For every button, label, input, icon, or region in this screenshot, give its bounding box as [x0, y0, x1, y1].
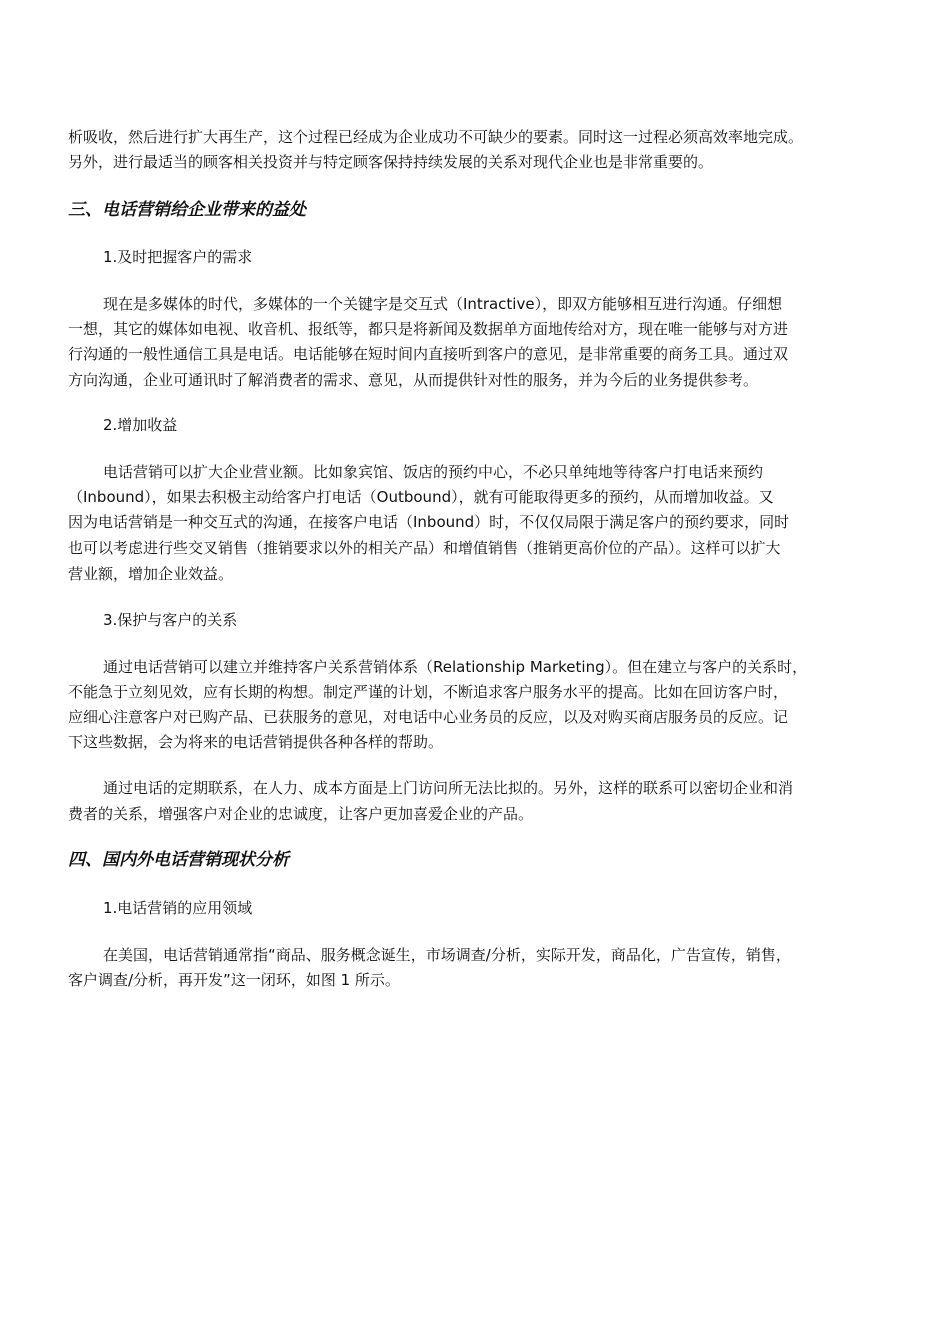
paragraph-line: 不能急于立刻见效，应有长期的构想。制定严谨的计划，不断追求客户服务水平的提高。比如在回访客户时， — [68, 683, 789, 701]
intro-line: 另外，进行最适当的顾客相关投资并与特定顾客保持持续发展的关系对现代企业也是非常重要的。 — [68, 153, 714, 171]
paragraph-line: 现在是多媒体的时代，多媒体的一个关键字是交互式（Intractive），即双方能够相互进行沟通。仔细想 — [103, 295, 783, 313]
subheading: 3.保护与客户的关系 — [103, 611, 238, 629]
paragraph-line: 也可以考虑进行些交叉销售（推销要求以外的相关产品）和增值销售（推销更高价位的产品）。这样可以扩大 — [68, 539, 781, 557]
paragraph-line: 电话营销可以扩大企业营业额。比如象宾馆、饭店的预约中心，不必只单纯地等待客户打电话来预约 — [103, 463, 764, 481]
paragraph-line: 费者的关系，增强客户对企业的忠诚度，让客户更加喜爱企业的产品。 — [68, 805, 534, 823]
paragraph-line: 行沟通的一般性通信工具是电话。电话能够在短时间内直接听到客户的意见，是非常重要的商务工具。通过双 — [68, 345, 789, 363]
intro-line: 析吸收，然后进行扩大再生产，这个过程已经成为企业成功不可缺少的要素。同时这一过程必须高效率地完成。 — [68, 128, 804, 146]
paragraph-line: （Inbound），如果去积极主动给客户打电话（Outbound），就有可能取得更多的预约，从而增加收益。又 — [68, 488, 774, 506]
section-heading: 三、电话营销给企业带来的益处 — [68, 200, 306, 220]
section-heading: 四、国内外电话营销现状分析 — [68, 850, 289, 870]
subheading: 2.增加收益 — [103, 416, 178, 434]
paragraph-line: 通过电话的定期联系，在人力、成本方面是上门访问所无法比拟的。另外，这样的联系可以密切企业和消 — [103, 779, 794, 797]
paragraph-line: 应细心注意客户对已购产品、已获服务的意见，对电话中心业务员的反应，以及对购买商店服务员的反应。记 — [68, 708, 789, 726]
subheading: 1.电话营销的应用领域 — [103, 899, 253, 917]
paragraph-line: 客户调查/分析，再开发”这一闭环，如图 1 所示。 — [68, 971, 400, 989]
paragraph-line: 因为电话营销是一种交互式的沟通，在接客户电话（Inbound）时，不仅仅局限于满足客户的预约要求，同时 — [68, 513, 790, 531]
paragraph-line: 一想，其它的媒体如电视、收音机、报纸等，都只是将新闻及数据单方面地传给对方，现在唯一能够与对方进 — [68, 320, 789, 338]
paragraph-line: 下这些数据，会为将来的电话营销提供各种各样的帮助。 — [68, 733, 444, 751]
paragraph-line: 通过电话营销可以建立并维持客户关系营销体系（Relationship Marketing）。但在建立与客户的关系时， — [103, 658, 808, 676]
subheading: 1.及时把握客户的需求 — [103, 248, 253, 266]
paragraph-line: 在美国，电话营销通常指“商品、服务概念诞生，市场调查/分析，实际开发，商品化，广告宣传，销售， — [103, 946, 791, 964]
paragraph-line: 营业额，增加企业效益。 — [68, 565, 234, 583]
paragraph-line: 方向沟通，企业可通讯时了解消费者的需求、意见，从而提供针对性的服务，并为今后的业务提供参考。 — [68, 371, 759, 389]
